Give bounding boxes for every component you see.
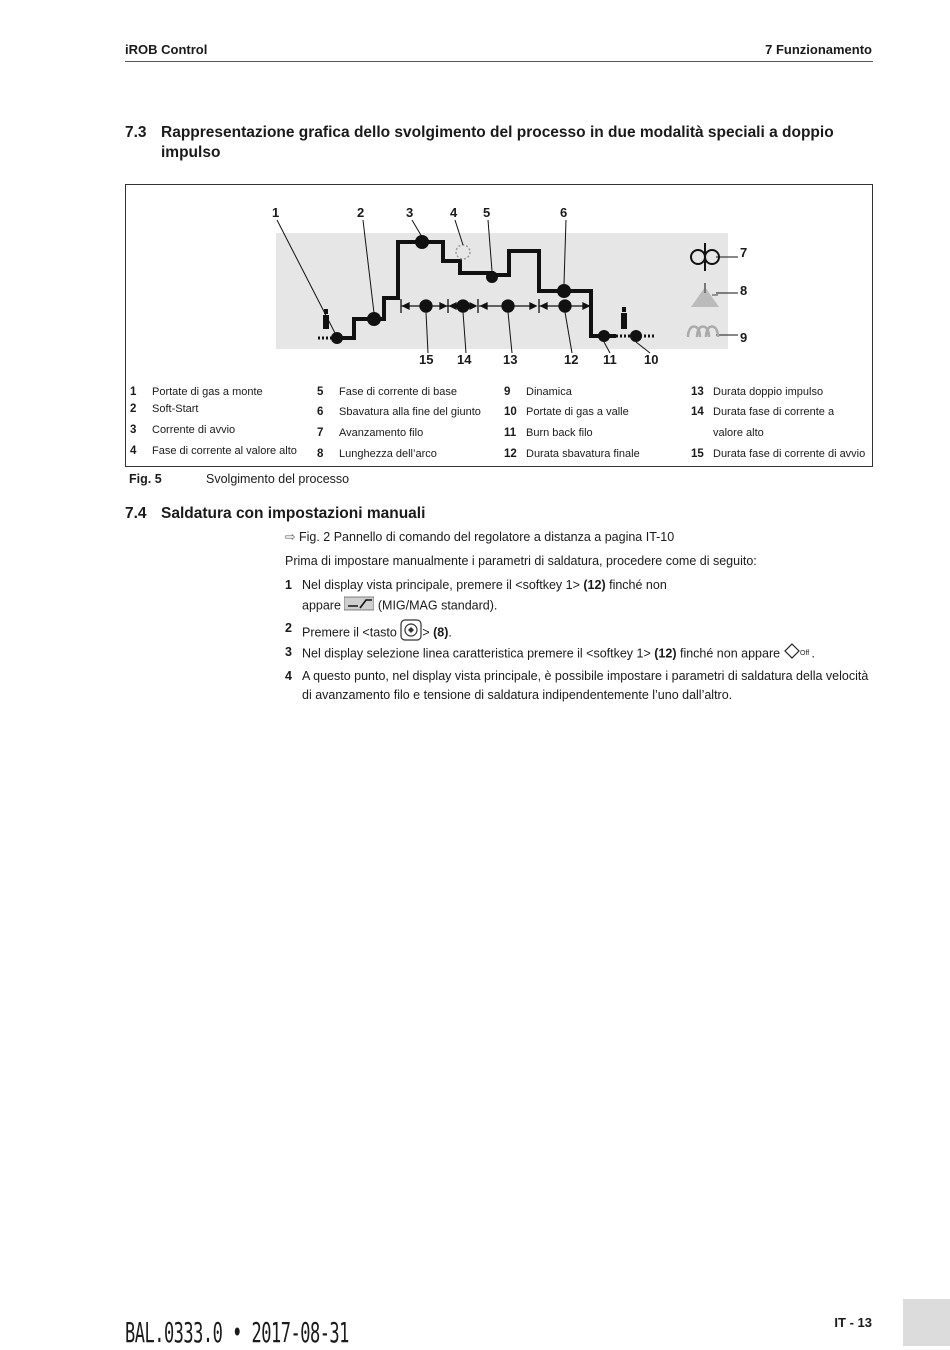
- step-4-number: 4: [285, 669, 292, 683]
- section-7-3-title-line2: impulso: [161, 144, 221, 161]
- legend-item-9: 9 Dinamica: [504, 386, 572, 398]
- process-diagram: [126, 185, 872, 385]
- callout-5: 5: [483, 205, 491, 220]
- legend-item-14: 14 Durata fase di corrente a: [691, 406, 835, 418]
- callout-10: 10: [644, 352, 659, 367]
- callout-7: 7: [740, 245, 748, 260]
- marker-6: [557, 284, 571, 298]
- step-3-number: 3: [285, 645, 292, 659]
- legend-item-12: 12 Durata sbavatura finale: [504, 448, 640, 460]
- legend-item-13: 13 Durata doppio impulso: [691, 386, 824, 398]
- legend-item-15: 15 Durata fase di corrente di avvio: [691, 448, 866, 460]
- callout-14: 14: [457, 352, 472, 367]
- legend-item-10: 10 Portate di gas a valle: [504, 406, 629, 418]
- callout-3: 3: [406, 205, 414, 220]
- svg-text:Off: Off: [799, 650, 809, 657]
- document-barcode-text: BAL.0333.0 • 2017-08-31: [125, 1318, 349, 1350]
- header-right: 7 Funzionamento: [765, 42, 872, 57]
- mig-mag-standard-icon: [344, 595, 374, 617]
- legend-item-2: 2 Soft-Start: [130, 403, 199, 415]
- characteristic-off-icon: [784, 643, 812, 665]
- figure-reference: [285, 528, 674, 547]
- legend-item-8: 8 Lunghezza dell’arco: [317, 448, 437, 460]
- callout-1: 1: [272, 205, 280, 220]
- marker-10: [630, 330, 642, 342]
- figure-caption-text: Svolgimento del processo: [206, 472, 350, 486]
- step-1-text: Nel display vista principale, premere il <softkey 1> (12) finché non appare (MIG/MAG standard).: [302, 576, 667, 617]
- callout-13: 13: [503, 352, 518, 367]
- header-left: iROB Control: [125, 42, 208, 57]
- diagram-background: [276, 233, 728, 349]
- arrow-ref-icon: ⇨: [285, 530, 296, 544]
- marker-3: [415, 235, 429, 249]
- callout-2: 2: [357, 205, 365, 220]
- figure-reference-text: Fig. 2 Pannello di comando del regolatore a distanza a pagina IT-10: [298, 530, 675, 544]
- legend-item-6: 6 Sbavatura alla fine del giunto: [317, 406, 481, 418]
- callout-4: 4: [450, 205, 458, 220]
- section-7-3-title-line1: Rappresentazione grafica dello svolgimento del processo in due modalità speciali a doppio: [161, 124, 834, 141]
- section-7-4-number: 7.4: [125, 505, 147, 522]
- callout-15: 15: [419, 352, 434, 367]
- section-7-3-title: [161, 123, 834, 163]
- legend-item-11: 11 Burn back filo: [504, 427, 593, 439]
- legend-item-4: 4 Fase di corrente al valore alto: [130, 445, 297, 457]
- legend-item-5: 5 Fase di corrente di base: [317, 386, 458, 398]
- step-3-text: Nel display selezione linea caratteristica premere il <softkey 1> (12) finché non appare Off .: [302, 643, 815, 665]
- legend-item-7: 7 Avanzamento filo: [317, 427, 424, 439]
- step-4-text: [302, 667, 868, 705]
- step-2-number: 2: [285, 621, 292, 635]
- marker-1: [331, 332, 343, 344]
- section-7-4-title: Saldatura con impostazioni manuali: [161, 505, 426, 522]
- intro-text: Prima di impostare manualmente i parametri di saldatura, procedere come di seguito:: [285, 554, 757, 568]
- header-divider: [125, 61, 873, 62]
- step-1-number: 1: [285, 578, 292, 592]
- callout-12: 12: [564, 352, 579, 367]
- legend-item-1: 1 Portate di gas a monte: [130, 386, 263, 398]
- callout-11: 11: [603, 352, 617, 367]
- page-number: IT - 13: [834, 1315, 872, 1330]
- marker-5: [486, 271, 498, 283]
- legend-item-3: 3 Corrente di avvio: [130, 424, 236, 436]
- page-tab-marker: [903, 1299, 950, 1346]
- callout-8: 8: [740, 283, 748, 298]
- figure-caption-label: Fig. 5: [129, 472, 162, 486]
- step-4-line2: di avanzamento filo e tensione di saldatura indipendentemente l’uno dall’altro.: [302, 688, 733, 702]
- figure-box: 1 2 3 4 5 6 15 14 13 12 11 10 7 8 9 1 Portate di gas a monte 2 Soft-Start 3 Corrente di avvio 4 Fase di corrente al valore alto 5 Fase di corrente di base 6 Sbavatura alla fine del giunto 7 Avanzamento filo 8 Lunghezza dell’arco 9 Dinamica 10 Portate di gas a valle 11 Burn back filo 12 Durata sbavatura finale 13 Durata doppio impulso 14 Durata fase di corrente a valore alto 15 Durata fase di corrente di avvio: [125, 184, 873, 467]
- marker-2: [367, 312, 381, 326]
- callout-9: 9: [740, 330, 748, 345]
- section-7-3-number: 7.3: [125, 124, 147, 141]
- callout-6: 6: [560, 205, 568, 220]
- marker-11: [598, 330, 610, 342]
- step-4-line1: A questo punto, nel display vista principale, è possibile impostare i parametri di saldatura della velocità: [302, 669, 869, 683]
- step-2-text: Premere il <tasto > (8).: [302, 619, 452, 647]
